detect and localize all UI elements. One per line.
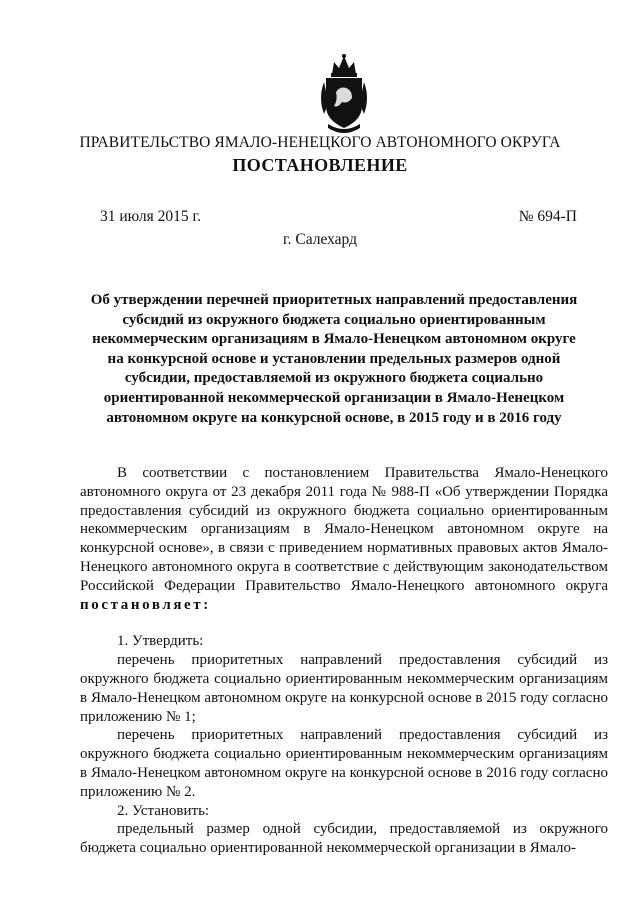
- item-2-a: предельный размер одной субсидии, предоставляемой из окружного бюджета социально ориентированной некоммерческой организации в Ямало-: [80, 821, 608, 857]
- government-name: ПРАВИТЕЛЬСТВО ЯМАЛО-НЕНЕЦКОГО АВТОНОМНОГО ОКРУГА: [79, 134, 561, 151]
- document-subject: Об утверждении перечней приоритетных направлений предоставления субсидий из окружного бюджета социально ориентированным некоммерческим организациям в Ямало-Ненецком автономном округе на конкурсной основе и установлении предельных размеров одной субсидии, предоставляемой из окружного бюджета социально ориентированной некоммерческой организации в Ямало-Ненецком автономном округе на конкурсной основе, в 2015 году и в 2016 году: [90, 292, 578, 426]
- item-1-a: перечень приоритетных направлений предоставления субсидий из окружного бюджета социально ориентированным некоммерческим организациям в Ямало-Ненецком автономном округе на конкурсной основе в 2015 году согласно приложению № 1;: [80, 652, 608, 725]
- document-city: г. Салехард: [283, 231, 357, 248]
- preamble-text: В соответствии с постановлением Правительства Ямало-Ненецкого автономного округа от 23 декабря 2011 года № 988-П «Об утверждении Порядка предоставления субсидий из окружного бюджета социально ориентированным некоммерческим организациям в Ямало-Ненецком автономном округе на конкурсной основе», в связи с приведением нормативных правовых актов Ямало-Ненецкого автономного округа в соответствие с действующим законодательством Российской Федерации Правительство Ямало-Ненецкого автономного округа: [80, 465, 608, 594]
- document-number: № 694-П: [518, 208, 577, 225]
- preamble-paragraph: [80, 464, 608, 614]
- item-1-b: перечень приоритетных направлений предоставления субсидий из окружного бюджета социально ориентированным некоммерческим организациям в Ямало-Ненецком автономном округе на конкурсной основе в 2016 году согласно приложению № 2.: [80, 727, 608, 800]
- document-date: 31 июля 2015 г.: [100, 208, 201, 225]
- item-1-heading: 1. Утвердить:: [117, 633, 204, 650]
- coat-of-arms-icon: [318, 52, 370, 136]
- decree-word: постановляет:: [80, 596, 211, 613]
- item-2-heading: 2. Установить:: [117, 802, 210, 819]
- document-type: ПОСТАНОВЛЕНИЕ: [232, 155, 408, 175]
- document-body: [80, 464, 608, 858]
